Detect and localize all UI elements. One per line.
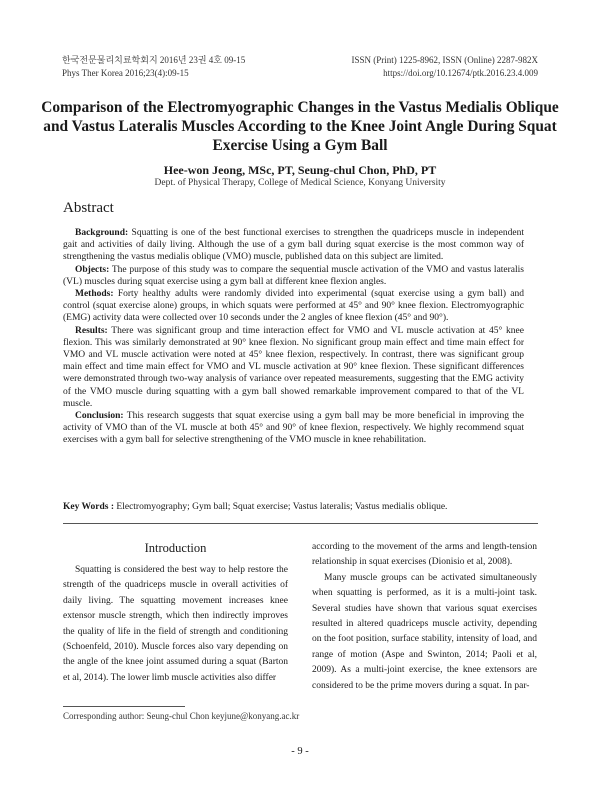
divider	[63, 523, 538, 524]
objects-text: The purpose of this study was to compare the sequential muscle activation of the VMO and vastus lateralis (VL) muscles during squat exercise using a gym ball at different knee flexion angles.	[63, 264, 524, 287]
page-number: - 9 -	[291, 746, 309, 757]
abstract-objects	[63, 264, 524, 288]
doi-link[interactable]: https://doi.org/10.12674/ptk.2016.23.4.009	[383, 68, 538, 78]
corresponding-author: Corresponding author: Seung-chul Chon keyjune@konyang.ac.kr	[63, 711, 300, 721]
conclusion-text: This research suggests that squat exercise using a gym ball may be more beneficial in improving the activity of VMO than of the VL muscle at both 45° and 90° of knee flexion, respectively. We highly recommend squat exercises with a gym ball for selective strengthening of the VMO muscle in knee rehabilitation.	[63, 411, 524, 446]
intro-paragraph-1: Squatting is considered the best way to help restore the strength of the quadriceps muscle in overall activities of daily living. The squatting movement increases knee extensor muscle strength, which then indirectly improves the quality of life in the field of strength and conditioning (Schoenfeld, 2010). Muscle forces also vary depending on the angle of the knee joint assumed during a squat (Barton et al, 2014). The lower limb muscle activities also differ	[63, 565, 288, 683]
keywords	[63, 502, 538, 512]
results-text: There was significant group and time interaction effect for VMO and VL muscle activation at 45° knee flexion. This was similarly demonstrated at 90° knee flexion. No significant group main effect and time main effect for VMO and VL muscle activation were noted at 45° knee flexion, respectively. In contrast, there was significant group main effect and time main effect for VMO and VL muscle activation at 90° knee flexion. These significant differences were demonstrated through two-way analysis of variance over repeated measurements, suggesting that the EMG activity of the VMO muscle during squatting with a gym ball showed remarkable improvement compared to that of the VL muscle.	[63, 325, 524, 409]
keywords-label: Key Words :	[63, 502, 115, 512]
background-label: Background:	[75, 228, 129, 238]
abstract-methods	[63, 288, 524, 325]
introduction-heading: Introduction	[144, 541, 207, 555]
results-label: Results:	[75, 325, 108, 336]
left-column	[63, 539, 288, 686]
keywords-text: Electromyography; Gym ball; Squat exercise; Vastus lateralis; Vastus medialis oblique.	[114, 502, 448, 512]
authors: Hee-won Jeong, MSc, PT, Seung-chul Chon, PhD, PT	[163, 163, 437, 177]
abstract-heading: Abstract	[63, 200, 114, 216]
abstract-conclusion	[63, 410, 524, 447]
right-column	[312, 540, 537, 694]
citation: Phys Ther Korea 2016;23(4):09-15	[62, 68, 189, 78]
methods-text: Forty healthy adults were randomly divided into experimental (squat exercise using a gym ball) and control (squat exercise alone) groups, in which squats were performed at 45° and 90° knee flexion. Electromyographic (EMG) activity data were collected over 10 seconds under the 2 angles of knee flexion (45° and 90°).	[63, 289, 524, 324]
background-text: Squatting is one of the best functional exercises to strengthen the quadriceps muscle in independent gait and activities of daily living. Although the use of a gym ball during squat exercise is the most common way of strengthening the vastus medialis oblique (VMO) muscle, published data on this subject are limited.	[63, 228, 524, 263]
abstract-body	[63, 227, 524, 447]
journal-korean: 한국전문물리치료학회지 2016년 23권 4호 09-15	[62, 55, 246, 65]
objects-label: Objects:	[75, 264, 110, 275]
footnote-divider	[63, 706, 185, 707]
running-header-left	[62, 54, 245, 80]
methods-label: Methods:	[75, 289, 114, 300]
affiliation: Dept. of Physical Therapy, College of Medical Science, Konyang University	[154, 178, 446, 188]
paper-title: Comparison of the Electromyographic Changes in the Vastus Medialis Oblique and Vastus Lateralis Muscles According to the Knee Joint Angle During Squat Exercise Using a Gym Ball	[41, 99, 559, 154]
running-header-right	[352, 54, 539, 80]
issn: ISSN (Print) 1225-8962, ISSN (Online) 2287-982X	[351, 55, 538, 65]
abstract-background	[63, 227, 524, 264]
intro-paragraph-1-continued: according to the movement of the arms and length-tension relationship in squat exercises (Dionisio et al, 2008).	[312, 542, 537, 568]
intro-paragraph-2: Many muscle groups can be activated simultaneously when squatting is performed, as it is a multi-joint task. Several studies have shown that various squat exercises resulted in altered quadriceps muscle activity, depending on the foot position, surface stability, intensity of load, and range of motion (Aspe and Swinton, 2014; Paoli et al, 2009). As a multi-joint exercise, the knee extensors are considered to be the prime movers during a squat. In par-	[312, 572, 537, 691]
conclusion-label: Conclusion:	[75, 411, 124, 422]
abstract-results	[63, 325, 524, 410]
